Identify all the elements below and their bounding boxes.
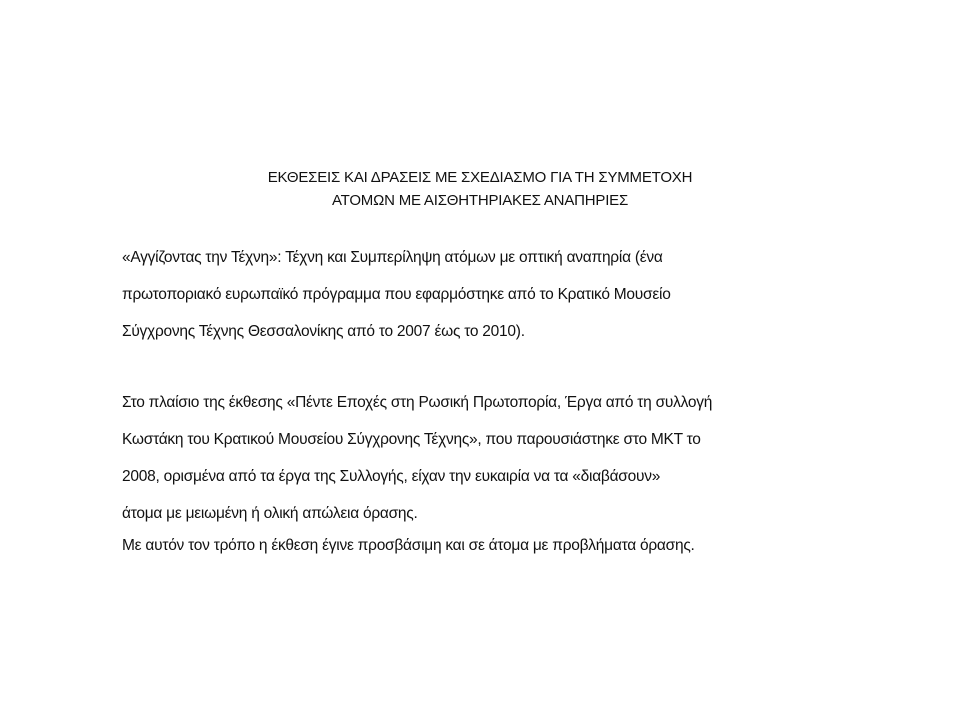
paragraph1-line-2: πρωτοποριακό ευρωπαϊκό πρόγραμμα που εφαρμόστηκε από το Κρατικό Μουσείο xyxy=(122,286,671,303)
paragraph2-line-1: Στο πλαίσιο της έκθεσης «Πέντε Εποχές στη Ρωσική Πρωτοπορία, Έργα από τη συλλογή xyxy=(122,394,713,411)
paragraph2-line-3: 2008, ορισμένα από τα έργα της Συλλογής, είχαν την ευκαιρία να τα «διαβάσουν» xyxy=(122,468,661,485)
paragraph2-line-4: άτομα με μειωμένη ή ολική απώλεια όρασης. xyxy=(122,505,418,522)
title-line-2: ΑΤΟΜΩΝ ΜΕ ΑΙΣΘΗΤΗΡΙΑΚΕΣ ΑΝΑΠΗΡΙΕΣ xyxy=(331,192,629,209)
paragraph1-line-1: «Αγγίζοντας την Τέχνη»: Τέχνη και Συμπερίληψη ατόμων με οπτική αναπηρία (ένα xyxy=(122,249,663,266)
slide-title xyxy=(0,166,960,212)
title-line-1: ΕΚΘΕΣΕΙΣ ΚΑΙ ΔΡΑΣΕΙΣ ΜΕ ΣΧΕΔΙΑΣΜΟ ΓΙΑ ΤΗ ΣΥΜΜΕΤΟΧΗ xyxy=(267,169,693,186)
paragraph-accessibility: Με αυτόν τον τρόπο η έκθεση έγινε προσβάσιμη και σε άτομα με προβλήματα όρασης. xyxy=(122,537,695,554)
paragraph1-line-3: Σύγχρονης Τέχνης Θεσσαλονίκης από το 2007 έως το 2010). xyxy=(122,323,525,340)
paragraph2-line-2: Κωστάκη του Κρατικού Μουσείου Σύγχρονης Τέχνης», που παρουσιάστηκε στο ΜΚΤ το xyxy=(122,431,701,448)
paragraph-russian-avant-garde xyxy=(122,384,842,532)
paragraph-touching-art xyxy=(122,239,842,350)
